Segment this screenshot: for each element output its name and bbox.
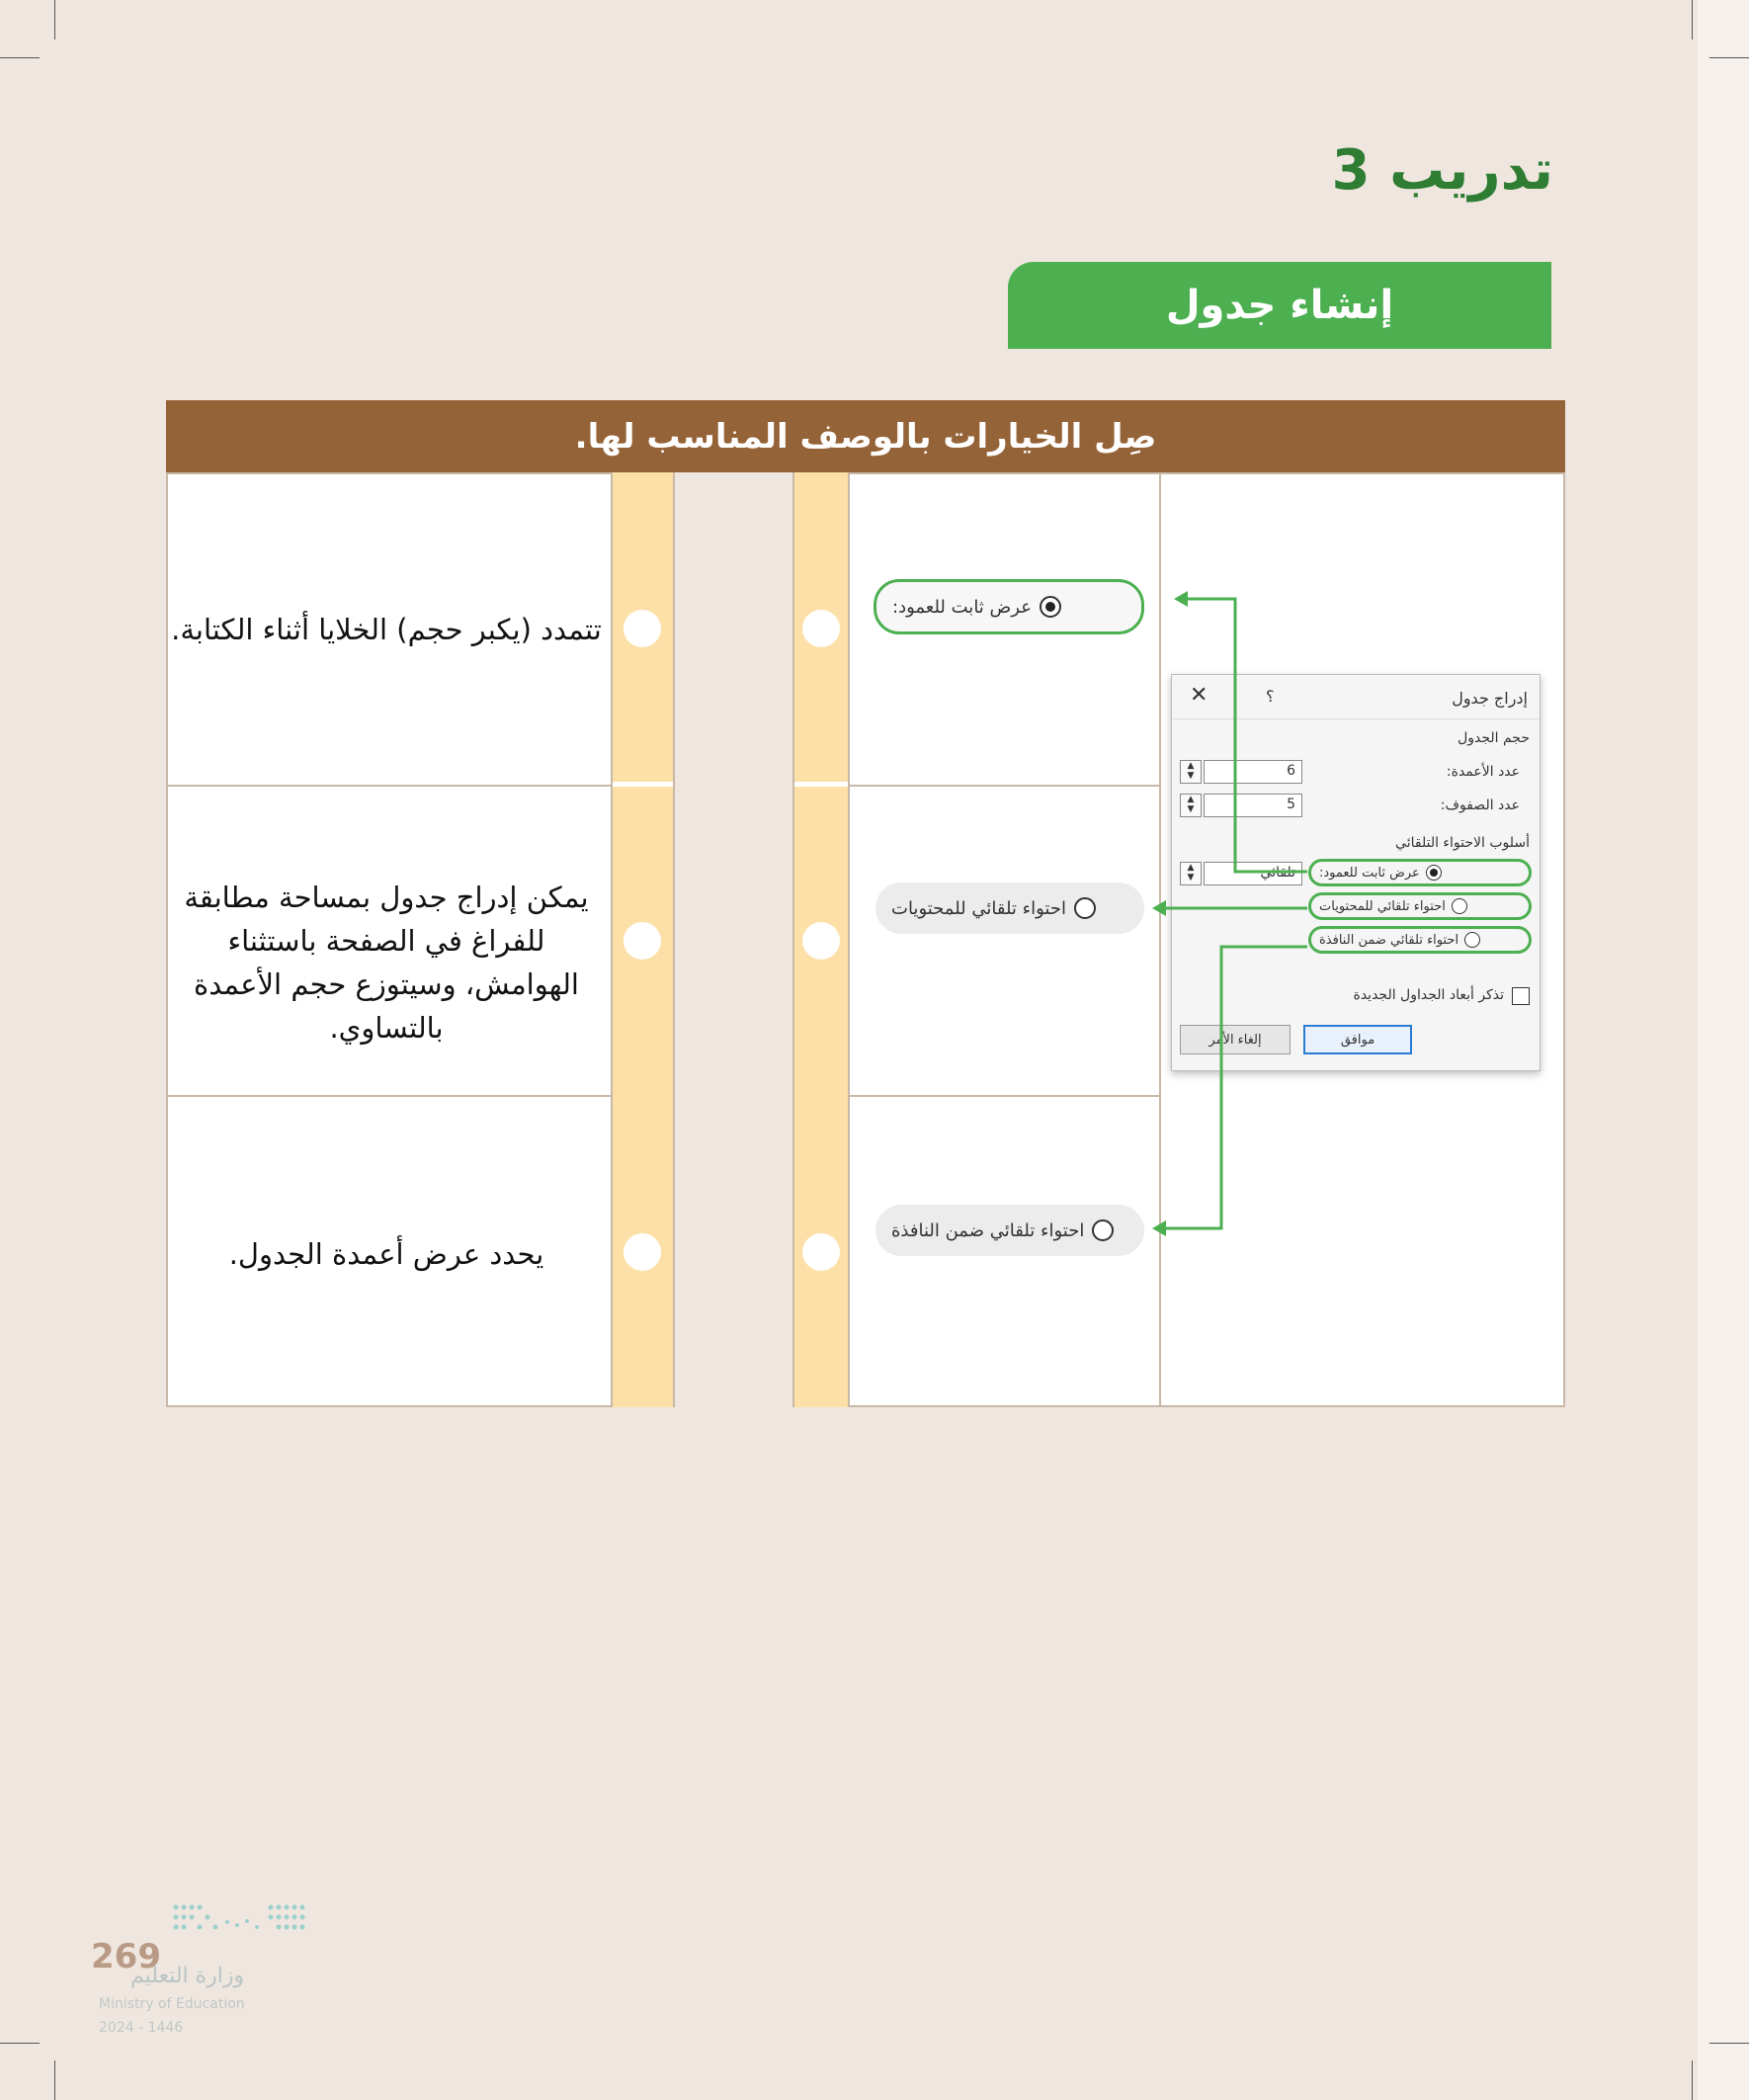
dialog-option-label: عرض ثابت للعمود:: [1319, 865, 1420, 881]
option-label: عرض ثابت للعمود:: [892, 596, 1032, 618]
ministry-name-en: Ministry of Education: [99, 1996, 245, 2012]
cancel-button[interactable]: إلغاء الأمر: [1180, 1025, 1291, 1054]
arrow-head: [1152, 1220, 1166, 1236]
columns-spinner[interactable]: ▲ ▼: [1180, 760, 1202, 784]
fixed-width-spinner[interactable]: ▲ ▼: [1180, 862, 1202, 885]
description-3: يحدد عرض أعمدة الجدول.: [228, 1237, 544, 1271]
arrow-head: [1174, 591, 1188, 607]
option-label: احتواء تلقائي للمحتويات: [891, 897, 1066, 919]
ok-button[interactable]: موافق: [1303, 1025, 1412, 1054]
rows-input[interactable]: 5: [1204, 794, 1302, 817]
columns-input[interactable]: 6: [1204, 760, 1302, 784]
ministry-name-ar: وزارة التعليم: [130, 1964, 245, 1988]
dialog-option-label: احتواء تلقائي ضمن النافذة: [1319, 932, 1459, 948]
table-size-heading: حجم الجدول: [1458, 730, 1530, 746]
dialog-option-label: احتواء تلقائي للمحتويات: [1319, 898, 1446, 914]
page-number: 269: [91, 1937, 161, 1976]
arrow-fit-window: [1164, 947, 1307, 1228]
ministry-logo-icon: [168, 1897, 326, 1942]
autofit-heading: أسلوب الاحتواء التلقائي: [1395, 835, 1530, 851]
arrow-head: [1152, 900, 1166, 916]
rows-label: عدد الصفوف:: [1440, 798, 1520, 813]
academic-year: 2024 - 1446: [99, 2020, 184, 2036]
description-1: تتمدد (يكبر حجم) الخلايا أثناء الكتابة.: [171, 613, 602, 646]
rows-spinner[interactable]: ▲ ▼: [1180, 794, 1202, 817]
dialog-title: إدراج جدول: [1452, 689, 1528, 708]
help-icon[interactable]: ؟: [1266, 687, 1275, 706]
exercise-title: تدريب 3: [1331, 138, 1553, 203]
fixed-width-input[interactable]: تلقائي: [1204, 862, 1302, 885]
columns-label: عدد الأعمدة:: [1446, 764, 1520, 780]
instruction-header: صِل الخيارات بالوصف المناسب لها.: [166, 400, 1565, 472]
close-icon[interactable]: ✕: [1190, 683, 1208, 708]
option-label: احتواء تلقائي ضمن النافذة: [891, 1219, 1085, 1241]
description-2: يمكن إدراج جدول بمساحة مطابقة للفراغ في الصفحة باستثناء الهوامش، وسيتوزع حجم الأعمدة بالتساوي.: [184, 881, 589, 1045]
arrow-fixed-width: [1186, 599, 1307, 872]
remember-label: تذكر أبعاد الجداول الجديدة: [1353, 987, 1504, 1003]
section-tab: إنشاء جدول: [1008, 262, 1551, 349]
